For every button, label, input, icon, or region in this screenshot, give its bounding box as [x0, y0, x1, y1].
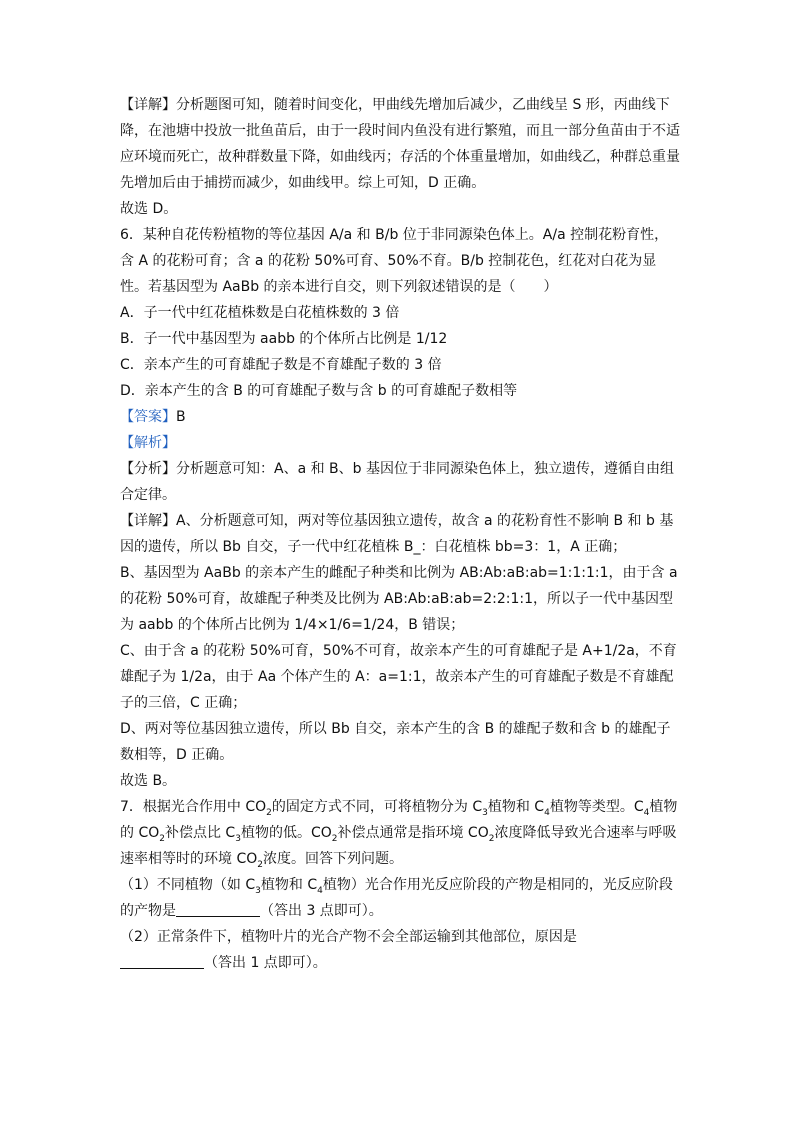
detail-text: 分析题图可知，随着时间变化，甲曲线先增加后减少，乙曲线呈 S 形，丙曲线下降，在池塘中投放一批鱼苗后，由于一段时间内鱼没有进行繁殖，而且一部分鱼苗由于不适应环境而死亡，故种群数量下降，如曲线丙；存活的个体重量增加，如曲线乙，种群总重量先增加后由于捕捞而减少，如曲线甲。综上可知，D 正确。: [120, 97, 680, 191]
detail-b-paragraph: B、基因型为 AaBb 的亲本产生的雌配子种类和比例为 AB:Ab:aB:ab=1:1:1:1，由于含 a 的花粉 50%可育，故雄配子种类及比例为 AB:Ab:aB:ab=2:2:1:1，所以子一代中基因型为 aabb 的个体所占比例为 1/4×1/6=1/24，B 错误；: [120, 565, 678, 633]
q7-sub1-text: （1）不同植物（如 C: [120, 877, 256, 893]
q7-sub2-text: （答出 1 点即可）。: [204, 955, 327, 971]
question-7-sub-1: [120, 872, 680, 924]
q7-text: 的固定方式不同，可将植物分为 C: [271, 799, 483, 815]
subscript: 4: [317, 885, 323, 896]
detail-tag-q6: 【详解】: [120, 513, 176, 529]
subscript: 2: [257, 859, 263, 870]
answer-blank-2[interactable]: [120, 954, 204, 969]
detail-a-text: A、分析题意可知，两对等位基因独立遗传，故含 a 的花粉育性不影响 B 和 b 基因的遗传，所以 Bb 自交，子一代中红花植株 B_：白花植株 bb=3：1，A 正确；: [120, 513, 674, 555]
q7-text: 浓度。回答下列问题。: [262, 851, 403, 867]
answer-value: B: [176, 409, 186, 425]
analysis-tag: 【解析】: [120, 435, 176, 451]
answer-blank-1[interactable]: [176, 902, 260, 917]
q7-text: 植物等类型。C: [549, 799, 644, 815]
option-b: B．子一代中基因型为 aabb 的个体所占比例是 1/12: [120, 331, 448, 347]
subscript: 3: [482, 807, 488, 818]
q7-text: 补偿点比 C: [164, 825, 236, 841]
subscript: 3: [235, 833, 241, 844]
q7-text: 补偿点通常是指环境 CO: [337, 825, 489, 841]
q7-text: 植物的低。CO: [240, 825, 332, 841]
q7-sub1-text: （答出 3 点即可）。: [260, 903, 383, 919]
detail-d-paragraph: D、两对等位基因独立遗传，所以 Bb 自交，亲本产生的含 B 的雄配子数和含 b 的雄配子数相等，D 正确。: [120, 721, 671, 763]
subscript: 4: [544, 807, 550, 818]
fenxi-text: 分析题意可知：A、a 和 B、b 基因位于非同源染色体上，独立遗传，遵循自由组合定律。: [120, 461, 674, 503]
q7-text: 植物的 CO: [120, 799, 678, 841]
q7-text: 7．根据光合作用中 CO: [120, 799, 267, 815]
answer-line: [120, 404, 680, 430]
question-6-stem: 6．某种自花传粉植物的等位基因 A/a 和 B/b 位于非同源染色体上。A/a 控制花粉育性，含 A 的花粉可育；含 a 的花粉 50%可育、50%不育。B/b 控制花色，红花对白花为显性。若基因型为 AaBb 的亲本进行自交，则下列叙述错误的是（ ）: [120, 227, 669, 295]
conclusion-q5: 故选 D。: [120, 201, 178, 217]
q7-text: 植物和 C: [487, 799, 545, 815]
answer-tag: 【答案】: [120, 409, 176, 425]
subscript: 3: [255, 885, 261, 896]
conclusion-q6: 故选 B。: [120, 773, 177, 789]
subscript: 2: [159, 833, 165, 844]
subscript: 4: [643, 807, 650, 818]
q7-sub1-text: 植物）光合作用光反应阶段的产物是相同的，光反应阶段的产物是: [120, 877, 673, 919]
option-d: D．亲本产生的含 B 的可育雄配子数与含 b 的可育雄配子数相等: [120, 383, 518, 399]
option-c: C．亲本产生的可育雄配子数是不育雄配子数的 3 倍: [120, 357, 442, 373]
q7-sub1-text: 植物和 C: [260, 877, 318, 893]
fenxi-tag: 【分析】: [120, 461, 176, 477]
paragraph-detail-q5: [120, 92, 680, 196]
subscript: 2: [266, 807, 272, 818]
q7-sub2-text: （2）正常条件下，植物叶片的光合产物不会全部运输到其他部位，原因是: [120, 929, 577, 945]
detail-a-paragraph: [120, 508, 680, 560]
q7-text: 浓度降低导致光合速率与呼吸速率相等时的环境 CO: [120, 825, 677, 867]
question-7-sub-2: [120, 924, 680, 976]
fenxi-paragraph: [120, 456, 680, 508]
question-7-stem: [120, 794, 680, 872]
detail-c-paragraph: C、由于含 a 的花粉 50%可育，50%不可育，故亲本产生的可育雄配子是 A+1/2a，不育雄配子为 1/2a，由于 Aa 个体产生的 A：a=1:1，故亲本产生的可育雄配子数是不育雄配子的三倍，C 正确；: [120, 643, 677, 711]
subscript: 2: [488, 833, 495, 844]
document-body: [120, 92, 680, 976]
detail-tag: 【详解】: [120, 97, 176, 113]
analysis-heading: [120, 430, 680, 456]
subscript: 2: [331, 833, 338, 844]
option-a: A．子一代中红花植株数是白花植株数的 3 倍: [120, 305, 400, 321]
